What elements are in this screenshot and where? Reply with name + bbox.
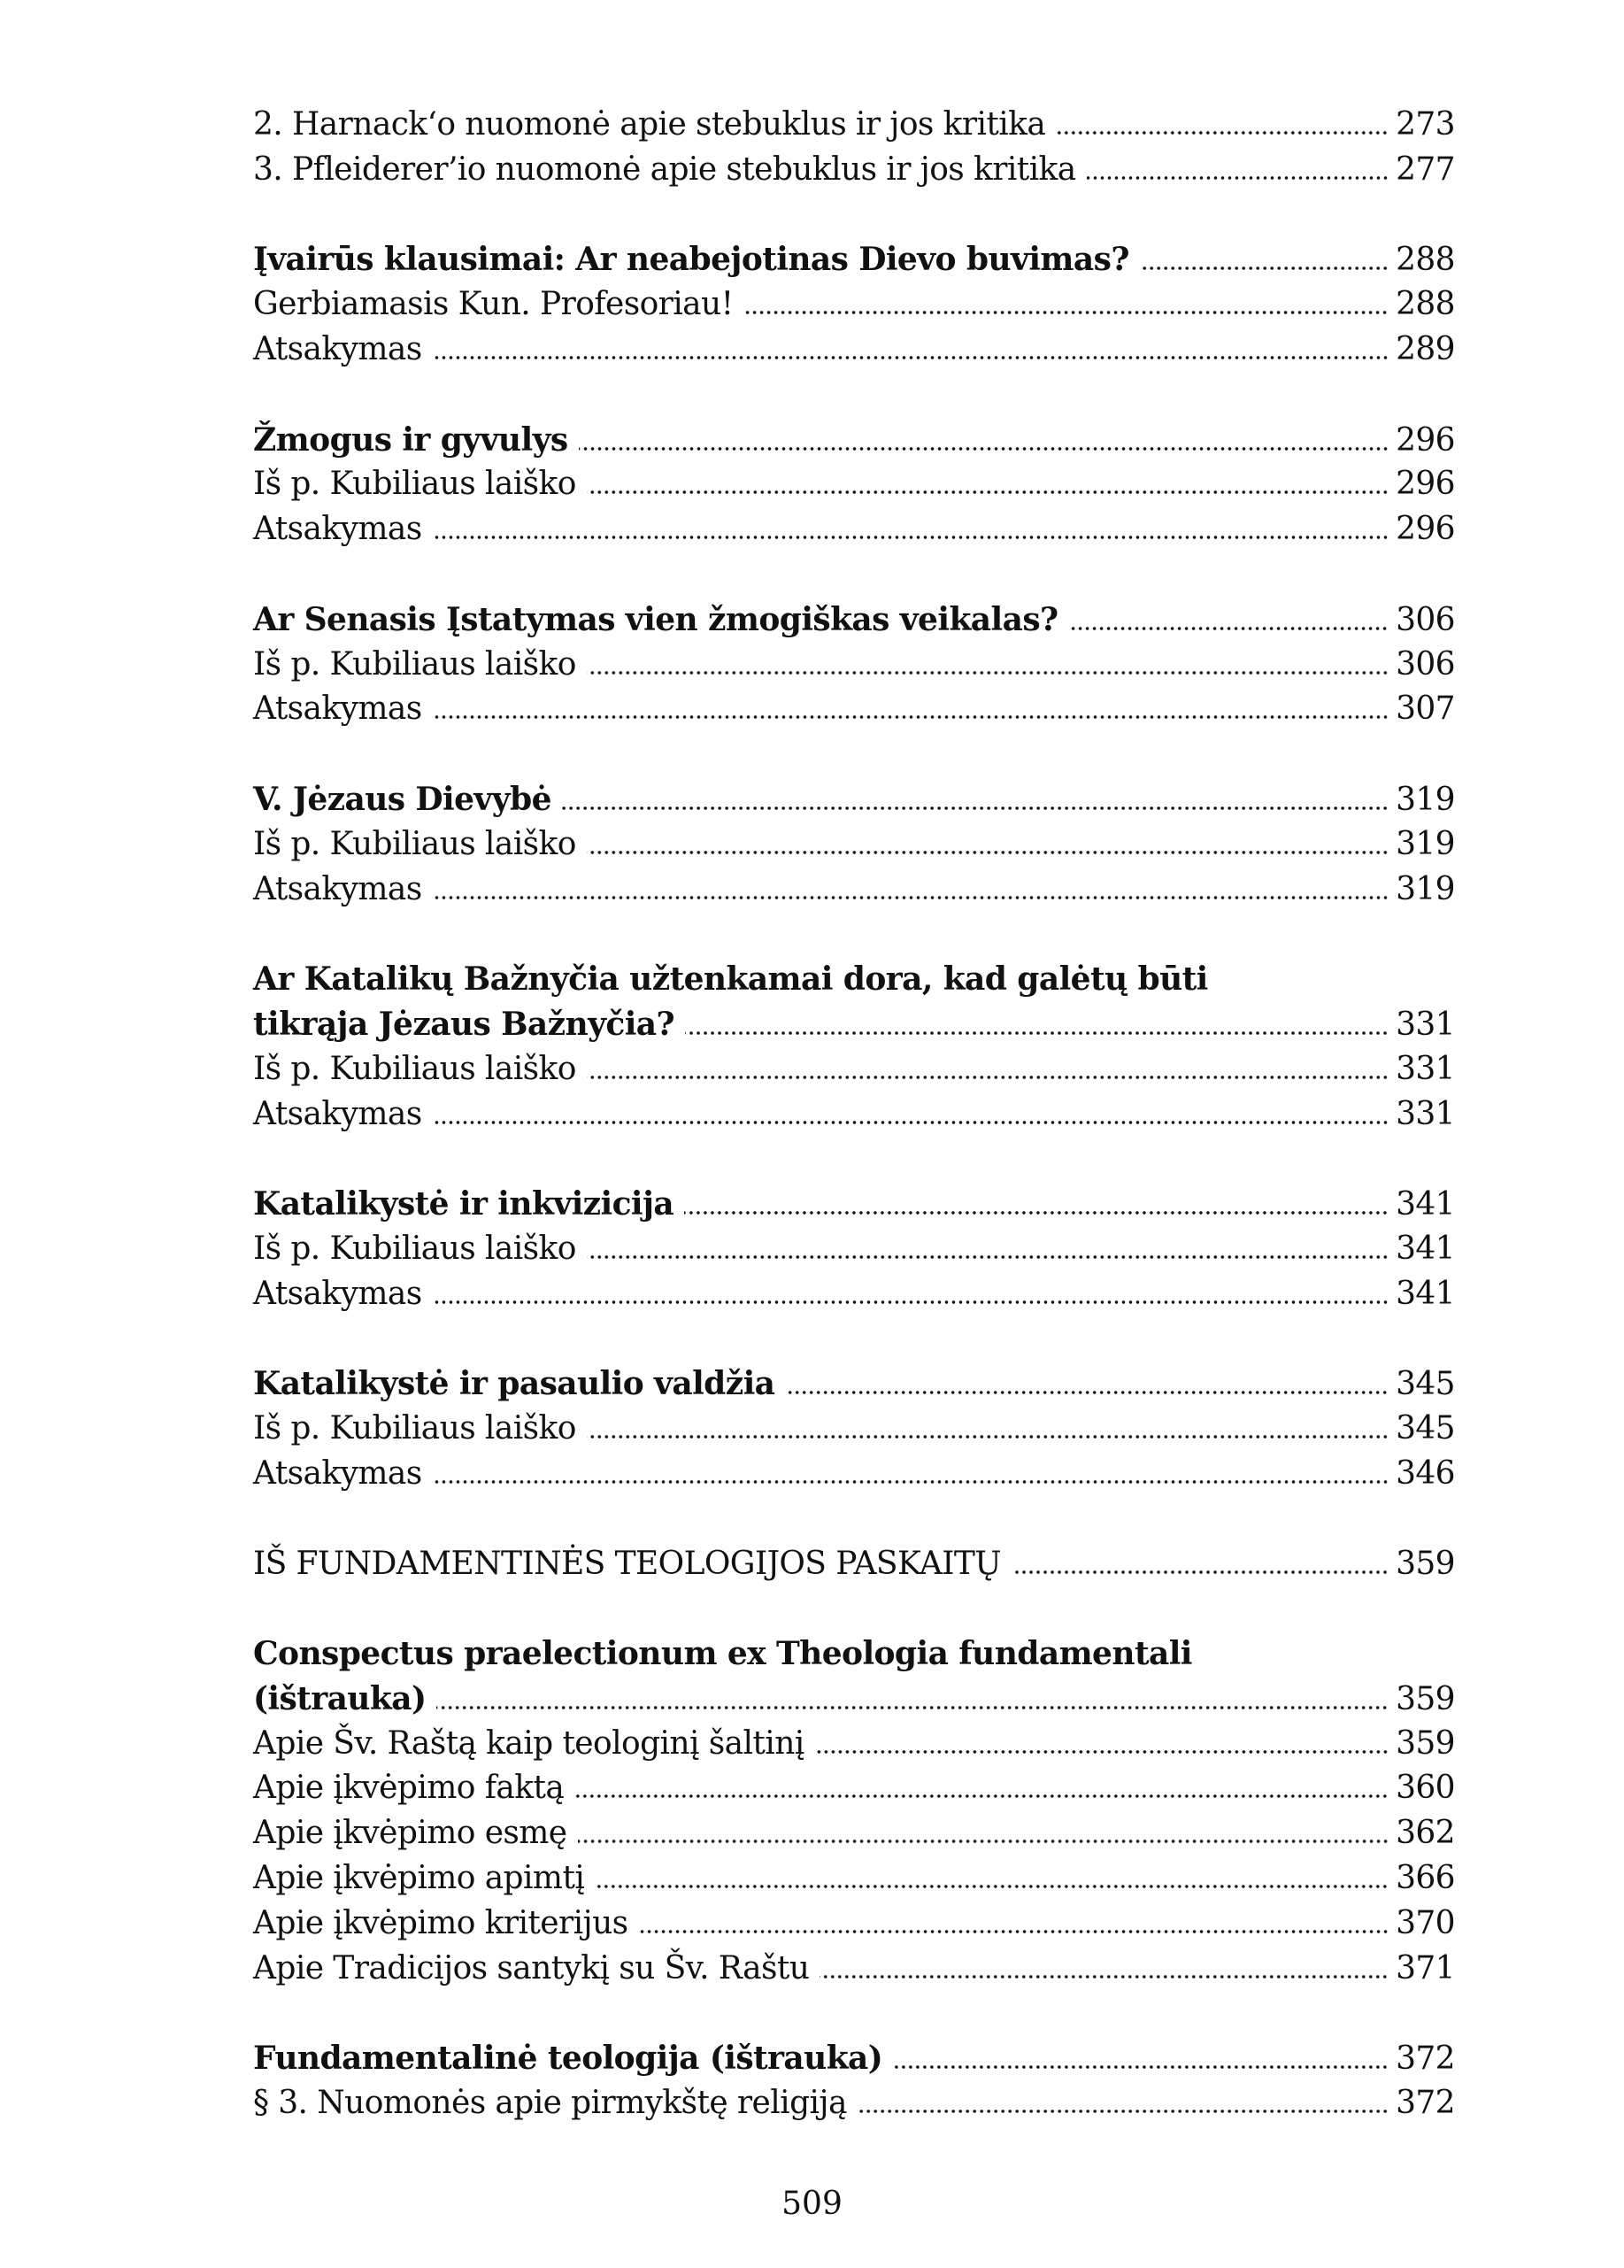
toc-entry-page-number: 341	[1396, 1186, 1455, 1223]
toc-entry-page-number: 371	[1396, 1949, 1455, 1986]
toc-entry-title: Fundamentalinė teologija (ištrauka)	[253, 2040, 883, 2078]
toc-entry[interactable]	[253, 1811, 1455, 1856]
toc-entry-page-number: 296	[1396, 466, 1455, 503]
toc-entry[interactable]	[253, 507, 1455, 552]
toc-entry[interactable]	[253, 1047, 1455, 1092]
dot-leader	[785, 1391, 1389, 1394]
toc-section-heading[interactable]	[253, 237, 1455, 282]
dot-leader	[893, 2065, 1389, 2069]
toc-entry-title: Ar Katalikų Bažnyčia užtenkamai dora, kad galėtų būti	[253, 960, 1208, 999]
toc-entry[interactable]	[253, 1902, 1455, 1947]
dot-leader	[820, 1975, 1389, 1979]
toc-section-heading[interactable]	[253, 1677, 1455, 1722]
toc-section-heading[interactable]	[253, 777, 1455, 822]
toc-entry[interactable]	[253, 1452, 1455, 1497]
toc-entry-title: Atsakymas	[253, 870, 422, 907]
toc-entry[interactable]	[253, 687, 1455, 732]
toc-entry-page-number: 296	[1396, 511, 1455, 548]
toc-entry[interactable]	[253, 1092, 1455, 1138]
toc-entry-title-line1	[253, 957, 1455, 1002]
dot-leader	[595, 1885, 1389, 1888]
toc-group	[253, 103, 1455, 193]
dot-leader	[587, 1255, 1389, 1259]
page-number: 509	[781, 2186, 843, 2222]
toc-entry-title: Iš p. Kubiliaus laiško	[253, 645, 576, 683]
toc-entry-page-number: 306	[1396, 601, 1455, 638]
toc-section-heading[interactable]	[253, 598, 1455, 643]
toc-entry-page-number: 366	[1396, 1860, 1455, 1897]
toc-entry[interactable]	[253, 282, 1455, 328]
dot-leader	[587, 851, 1389, 854]
dot-leader	[433, 536, 1389, 539]
group-spacer	[253, 552, 1455, 598]
toc-entry[interactable]	[253, 1947, 1455, 1992]
dot-leader	[684, 1211, 1389, 1215]
dot-leader	[587, 671, 1389, 675]
toc-entry-title: Ar Senasis Įstatymas vien žmogiškas veikalas?	[253, 600, 1058, 638]
dot-leader	[639, 1930, 1389, 1933]
toc-entry-page-number: 331	[1396, 1006, 1455, 1043]
toc-section-heading[interactable]	[253, 1002, 1455, 1047]
dot-leader	[1056, 131, 1389, 135]
group-spacer	[253, 1137, 1455, 1182]
toc-entry-title: Apie įkvėpimo apimtį	[253, 1860, 585, 1897]
group-spacer	[253, 1991, 1455, 2036]
dot-leader	[433, 896, 1389, 899]
toc-section-heading[interactable]	[253, 1182, 1455, 1227]
toc-entry-page-number: 331	[1396, 1095, 1455, 1132]
toc-entry-page-number: 277	[1396, 150, 1455, 188]
toc-entry[interactable]	[253, 148, 1455, 193]
toc-entry-title-line1	[253, 1632, 1455, 1677]
toc-entry[interactable]	[253, 1766, 1455, 1811]
toc-entry-page-number: 289	[1396, 330, 1455, 367]
group-spacer	[253, 1497, 1455, 1542]
toc-entry-title: Apie įkvėpimo kriterijus	[253, 1904, 628, 1941]
toc-group	[253, 2036, 1455, 2126]
toc-group	[253, 1632, 1455, 1991]
toc-entry-page-number: 341	[1396, 1230, 1455, 1267]
toc-entry[interactable]	[253, 1856, 1455, 1902]
toc-entry-page-number: 319	[1396, 781, 1455, 818]
toc-entry-title: Atsakymas	[253, 1275, 422, 1312]
toc-section-heading[interactable]	[253, 418, 1455, 463]
toc-entry[interactable]	[253, 1722, 1455, 1767]
toc-entry-title: Apie Šv. Raštą kaip teologinį šaltinį	[253, 1724, 804, 1762]
toc-entry-title: Iš p. Kubiliaus laiško	[253, 825, 576, 862]
toc-entry[interactable]	[253, 1407, 1455, 1452]
toc-entry[interactable]	[253, 462, 1455, 507]
dot-leader	[433, 1121, 1389, 1124]
toc-entry-title: Apie įkvėpimo faktą	[253, 1770, 565, 1807]
toc-group	[253, 957, 1455, 1137]
toc-entry-page-number: 306	[1396, 645, 1455, 683]
dot-leader	[436, 1706, 1389, 1709]
toc-entry[interactable]	[253, 643, 1455, 688]
table-of-contents	[253, 103, 1455, 2126]
dot-leader	[685, 1031, 1389, 1035]
toc-entry-title: Conspectus praelectionum ex Theologia fundamentali	[253, 1635, 1192, 1673]
toc-entry[interactable]	[253, 1542, 1455, 1587]
toc-entry-page-number: 360	[1396, 1770, 1455, 1807]
toc-entry-page-number: 359	[1396, 1724, 1455, 1762]
toc-entry-title: 2. Harnack‘o nuomonė apie stebuklus ir jos kritika	[253, 106, 1046, 143]
toc-entry-title: Iš p. Kubiliaus laiško	[253, 466, 576, 503]
toc-entry[interactable]	[253, 103, 1455, 148]
toc-entry-title: V. Jėzaus Dievybė	[253, 780, 551, 818]
dot-leader	[433, 715, 1389, 719]
toc-entry-title: Katalikystė ir inkvizicija	[253, 1185, 674, 1223]
toc-entry[interactable]	[253, 822, 1455, 868]
dot-leader	[743, 311, 1389, 314]
toc-group	[253, 598, 1455, 732]
toc-entry-page-number: 359	[1396, 1680, 1455, 1717]
toc-entry-title: Katalikystė ir pasaulio valdžia	[253, 1365, 775, 1403]
toc-entry-title: Įvairūs klausimai: Ar neabejotinas Dievo buvimas?	[253, 241, 1129, 279]
toc-section-heading[interactable]	[253, 2036, 1455, 2081]
toc-entry[interactable]	[253, 1272, 1455, 1317]
dot-leader	[587, 1076, 1389, 1079]
toc-entry-title: Atsakymas	[253, 511, 422, 548]
dot-leader	[433, 1480, 1389, 1484]
toc-group	[253, 1362, 1455, 1496]
toc-entry-page-number: 319	[1396, 870, 1455, 907]
toc-entry-title: Apie įkvėpimo esmę	[253, 1815, 567, 1852]
toc-entry-title: § 3. Nuomonės apie pirmykštę religiją	[253, 2085, 847, 2122]
toc-entry-title: Iš p. Kubiliaus laiško	[253, 1050, 576, 1087]
toc-entry-page-number: 296	[1396, 421, 1455, 459]
group-spacer	[253, 912, 1455, 957]
toc-entry-page-number: 370	[1396, 1904, 1455, 1941]
toc-entry-title: Gerbiamasis Kun. Profesoriau!	[253, 286, 734, 323]
toc-entry-page-number: 288	[1396, 286, 1455, 323]
toc-entry-page-number: 345	[1396, 1410, 1455, 1447]
toc-entry-page-number: 319	[1396, 825, 1455, 862]
dot-leader	[433, 356, 1389, 359]
toc-group	[253, 418, 1455, 552]
toc-group	[253, 777, 1455, 912]
toc-entry-title: 3. Pfleiderer’io nuomonė apie stebuklus ir jos kritika	[253, 150, 1076, 188]
toc-entry-page-number: 288	[1396, 242, 1455, 279]
toc-entry[interactable]	[253, 868, 1455, 913]
toc-entry-title: tikrąja Jėzaus Bažnyčia?	[253, 1005, 675, 1043]
toc-entry-title: Atsakymas	[253, 330, 422, 367]
toc-entry-title: Apie Tradicijos santykį su Šv. Raštu	[253, 1949, 810, 1986]
toc-entry-page-number: 346	[1396, 1454, 1455, 1492]
toc-entry-page-number: 372	[1396, 2085, 1455, 2122]
toc-entry-page-number: 331	[1396, 1050, 1455, 1087]
toc-entry[interactable]	[253, 2081, 1455, 2126]
toc-entry-title: (ištrauka)	[253, 1679, 427, 1717]
toc-entry[interactable]	[253, 1227, 1455, 1272]
group-spacer	[253, 1317, 1455, 1362]
dot-leader	[587, 490, 1389, 494]
toc-entry-title: Atsakymas	[253, 690, 422, 728]
toc-entry[interactable]	[253, 328, 1455, 373]
toc-entry-title: Iš p. Kubiliaus laiško	[253, 1410, 576, 1447]
dot-leader	[1012, 1570, 1389, 1574]
toc-section-heading[interactable]	[253, 1362, 1455, 1407]
toc-entry-page-number: 273	[1396, 106, 1455, 143]
toc-entry-page-number: 345	[1396, 1366, 1455, 1403]
dot-leader	[815, 1750, 1389, 1754]
dot-leader	[1140, 266, 1389, 270]
dot-leader	[579, 447, 1389, 451]
group-spacer	[253, 732, 1455, 777]
dot-leader	[562, 806, 1389, 810]
toc-entry-title: Žmogus ir gyvulys	[253, 420, 568, 459]
dot-leader	[433, 1300, 1389, 1304]
toc-entry-title: Iš p. Kubiliaus laiško	[253, 1230, 576, 1267]
toc-entry-page-number: 359	[1396, 1545, 1455, 1582]
dot-leader	[578, 1840, 1389, 1843]
group-spacer	[253, 193, 1455, 238]
toc-entry-page-number: 362	[1396, 1815, 1455, 1852]
dot-leader	[574, 1794, 1389, 1798]
toc-group	[253, 1182, 1455, 1316]
toc-entry-page-number: 307	[1396, 690, 1455, 728]
group-spacer	[253, 1586, 1455, 1632]
toc-group	[253, 1542, 1455, 1587]
toc-entry-page-number: 341	[1396, 1275, 1455, 1312]
dot-leader	[1087, 176, 1389, 180]
toc-entry-page-number: 372	[1396, 2040, 1455, 2078]
dot-leader	[858, 2110, 1389, 2113]
toc-entry-title: Atsakymas	[253, 1095, 422, 1132]
toc-entry-title: IŠ FUNDAMENTINĖS TEOLOGIJOS PASKAITŲ	[253, 1545, 1002, 1582]
toc-group	[253, 237, 1455, 372]
group-spacer	[253, 373, 1455, 418]
dot-leader	[587, 1435, 1389, 1439]
toc-entry-title: Atsakymas	[253, 1454, 422, 1492]
dot-leader	[1068, 627, 1389, 630]
